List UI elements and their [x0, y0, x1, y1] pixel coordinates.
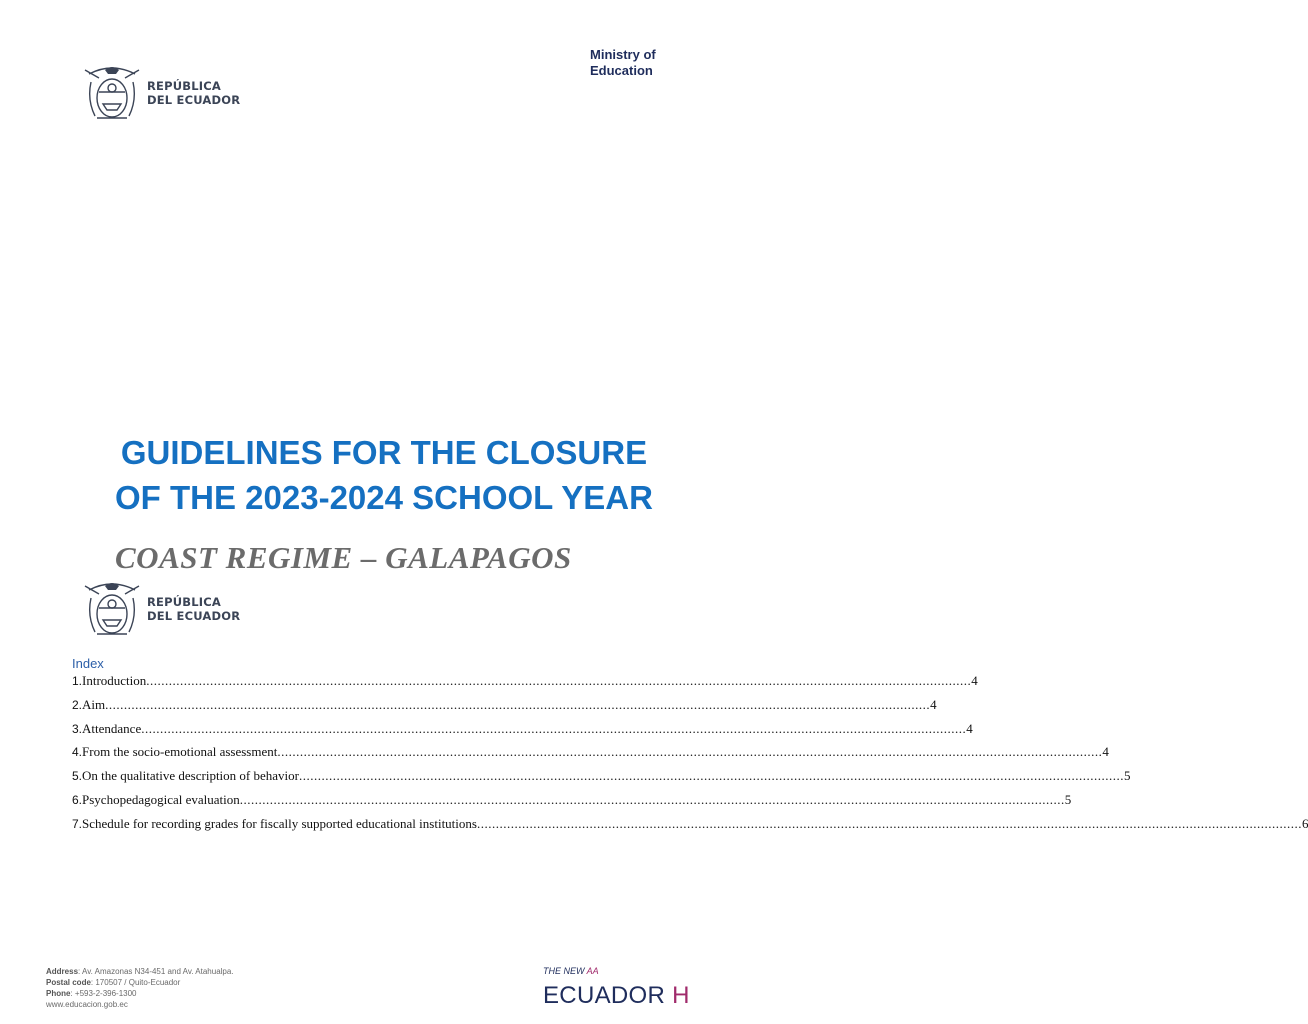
brand-tagline [543, 966, 599, 976]
document-subtitle: COAST REGIME – GALAPAGOS [115, 540, 572, 575]
table-of-contents [72, 673, 1308, 840]
document-title [0, 430, 768, 520]
toc-number: 3. [72, 721, 83, 736]
toc-page: 4 [971, 673, 978, 688]
phone-line [46, 988, 246, 999]
toc-label: Aim [82, 696, 106, 712]
toc-page: 4 [966, 720, 973, 736]
postal-value: : 170507 / Quito-Ecuador [90, 978, 181, 987]
index-heading: Index [72, 656, 104, 671]
toc-page: 5 [1123, 768, 1131, 784]
toc-label: Introduction [82, 673, 147, 688]
address-line [46, 966, 246, 977]
toc-item[interactable] [72, 815, 1308, 840]
postal-line [46, 977, 246, 988]
toc-leader: ............................................................................................................................................................................................................................ [105, 696, 931, 712]
toc-leader: ............................................................................................................................................................................................................................ [298, 768, 1124, 784]
phone-label: Phone [46, 989, 71, 998]
toc-item[interactable] [72, 744, 1109, 768]
toc-page: 4 [930, 696, 937, 712]
toc-number: 6. [72, 792, 83, 807]
title-line-1: GUIDELINES FOR THE CLOSURE [120, 434, 648, 471]
ministry-line-1: Ministry of [590, 47, 656, 62]
toc-page: 5 [1064, 791, 1072, 807]
website-link[interactable]: www.educacion.gob.ec [46, 1000, 128, 1009]
brand-tagline-accent: AA [586, 966, 599, 976]
toc-number: 7. [72, 816, 83, 831]
brand-tagline-text: THE NEW [543, 966, 585, 976]
toc-leader: ............................................................................................................................................................................................................................ [146, 673, 972, 688]
toc-page: 6 [1301, 815, 1308, 831]
brand-logo-accent: H [672, 982, 690, 1009]
toc-label: On the qualitative description of behavior [82, 768, 299, 784]
ministry-label [590, 47, 656, 79]
brand-logo [543, 982, 690, 1010]
logo-line-2: DEL ECUADOR [147, 93, 241, 107]
toc-item[interactable] [72, 696, 937, 721]
toc-number: 5. [72, 769, 83, 784]
toc-item[interactable] [72, 768, 1131, 792]
brand-logo-text: ECUADOR [543, 982, 666, 1009]
toc-leader: ............................................................................................................................................................................................................................ [141, 720, 967, 736]
toc-label: Attendance [82, 720, 142, 736]
republic-logo [83, 60, 240, 126]
toc-label: Psychopedagogical evaluation [82, 791, 240, 807]
logo-line-2: DEL ECUADOR [147, 609, 241, 623]
address-label: Address [46, 967, 79, 976]
logo-line-1: REPÚBLICA [147, 595, 221, 609]
coat-of-arms-icon [83, 60, 141, 126]
coat-of-arms-icon [83, 576, 141, 642]
ministry-line-2: Education [590, 63, 653, 78]
republic-logo-repeat [83, 576, 240, 642]
toc-leader: ............................................................................................................................................................................................................................ [476, 815, 1302, 831]
toc-label: From the socio-emotional assessment [82, 744, 278, 760]
toc-item[interactable] [72, 720, 973, 745]
toc-number: 1. [72, 674, 83, 688]
logo-line-1: REPÚBLICA [147, 79, 221, 93]
toc-number: 4. [72, 745, 83, 760]
toc-page: 4 [1102, 744, 1109, 760]
footer-address-block [46, 966, 246, 1010]
toc-leader: ............................................................................................................................................................................................................................ [277, 744, 1103, 760]
toc-item[interactable] [72, 673, 978, 697]
toc-label: Schedule for recording grades for fiscally supported educational institutions [82, 815, 477, 831]
postal-label: Postal code [46, 978, 91, 987]
phone-value: : +593-2-396-1300 [70, 989, 137, 998]
toc-leader: ............................................................................................................................................................................................................................ [239, 791, 1065, 807]
toc-item[interactable] [72, 791, 1072, 816]
toc-number: 2. [72, 697, 83, 712]
address-value: : Av. Amazonas N34-451 and Av. Atahualpa. [78, 967, 234, 976]
title-line-2: OF THE 2023-2024 SCHOOL YEAR [115, 479, 653, 516]
